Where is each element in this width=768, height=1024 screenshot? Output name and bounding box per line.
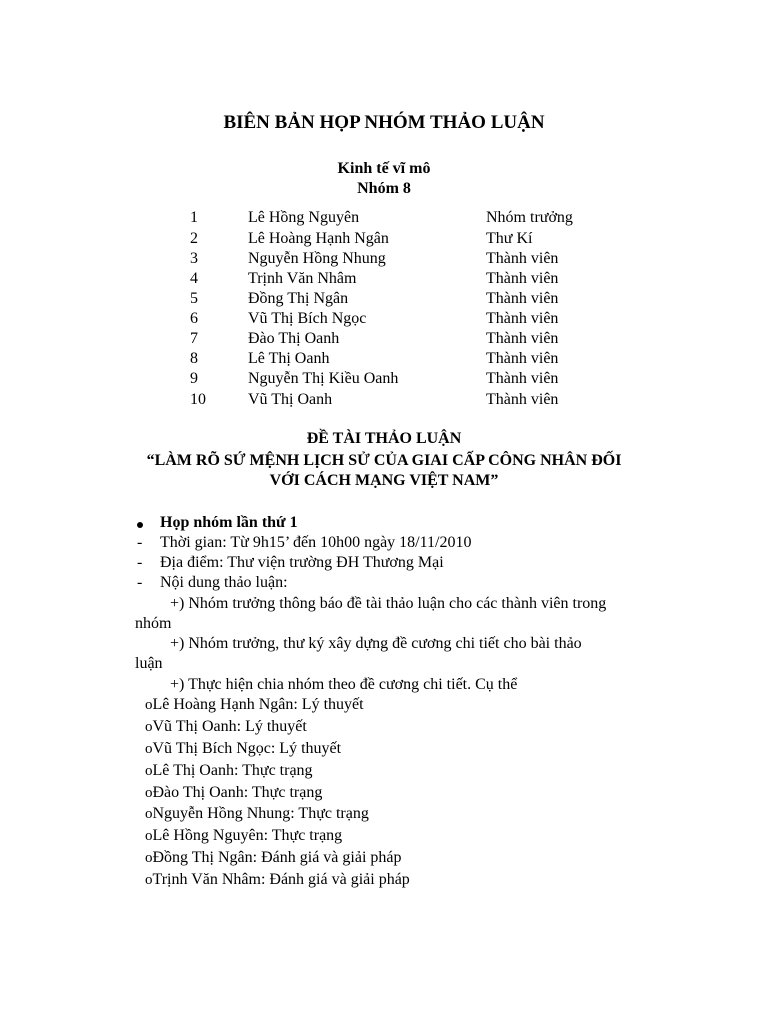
member-number: 8: [190, 350, 198, 367]
group-line: Nhóm 8: [357, 180, 411, 197]
member-number: 2: [190, 230, 198, 247]
circle-bullet-icon: o: [145, 850, 153, 866]
circle-bullet-icon: o: [145, 785, 153, 801]
assignment-text: Vũ Thị Bích Ngọc: Lý thuyết: [152, 740, 342, 757]
member-number: 6: [190, 310, 198, 327]
content-item-1-cont: nhóm: [135, 615, 172, 632]
member-role: Thành viên: [486, 330, 559, 347]
member-name: Đào Thị Oanh: [248, 330, 340, 347]
member-role: Thành viên: [486, 391, 559, 408]
list-item: [145, 740, 341, 758]
assignment-text: Vũ Thị Oanh: Lý thuyết: [152, 718, 307, 735]
member-role: Thư Kí: [486, 230, 533, 247]
list-item: [145, 718, 307, 736]
content-item-2: +) Nhóm trưởng, thư ký xây dựng đề cương chi tiết cho bài thảo: [170, 635, 582, 652]
list-item: [145, 827, 342, 845]
member-number: 7: [190, 330, 198, 347]
assignment-text: Lê Hoàng Hạnh Ngân: Lý thuyết: [152, 696, 364, 713]
member-name: Nguyễn Thị Kiều Oanh: [248, 370, 399, 387]
member-role: Thành viên: [486, 270, 559, 287]
topic-heading: ĐỀ TÀI THẢO LUẬN: [306, 430, 462, 447]
assignment-text: Nguyễn Hồng Nhung: Thực trạng: [152, 805, 369, 822]
dash-marker: -: [137, 574, 143, 591]
meeting-place: Địa điểm: Thư viện trường ĐH Thương Mại: [160, 554, 444, 571]
member-name: Lê Hồng Nguyên: [248, 209, 360, 226]
list-item: [145, 696, 364, 714]
member-role: Thành viên: [486, 350, 559, 367]
list-item: [145, 849, 401, 867]
content-item-1: +) Nhóm trưởng thông báo đề tài thảo luận cho các thành viên trong: [170, 595, 607, 612]
member-role: Thành viên: [486, 290, 559, 307]
meeting-heading: Họp nhóm lần thứ 1: [160, 514, 298, 531]
circle-bullet-icon: o: [145, 697, 153, 713]
assignment-text: Trịnh Văn Nhâm: Đánh giá và giải pháp: [152, 871, 410, 888]
bullet-dot-icon: [137, 522, 143, 528]
member-name: Vũ Thị Oanh: [248, 391, 333, 408]
circle-bullet-icon: o: [145, 741, 153, 757]
topic-line-2: VỚI CÁCH MẠNG VIỆT NAM”: [269, 472, 499, 489]
member-number: 10: [190, 391, 206, 408]
member-name: Lê Thị Oanh: [248, 350, 330, 367]
member-name: Đồng Thị Ngân: [248, 290, 349, 307]
circle-bullet-icon: o: [145, 872, 153, 888]
member-number: 5: [190, 290, 198, 307]
member-number: 4: [190, 270, 198, 287]
subject-line: Kinh tế vĩ mô: [337, 160, 431, 177]
member-number: 3: [190, 250, 198, 267]
circle-bullet-icon: o: [145, 806, 153, 822]
list-item: [145, 871, 410, 889]
member-number: 1: [190, 209, 198, 226]
list-item: [145, 784, 322, 802]
list-item: [145, 762, 313, 780]
meeting-content-label: Nội dung thảo luận:: [160, 574, 288, 591]
topic-line-1: “LÀM RÕ SỨ MỆNH LỊCH SỬ CỦA GIAI CẤP CÔNG NHÂN ĐỐI: [146, 452, 622, 469]
member-role: Thành viên: [486, 310, 559, 327]
assignment-text: Đào Thị Oanh: Thực trạng: [152, 784, 323, 801]
member-number: 9: [190, 370, 198, 387]
assignment-text: Lê Hồng Nguyên: Thực trạng: [152, 827, 343, 844]
member-name: Nguyễn Hồng Nhung: [248, 250, 386, 267]
content-item-3: +) Thực hiện chia nhóm theo đề cương chi tiết. Cụ thể: [170, 676, 518, 693]
list-item: [145, 805, 369, 823]
circle-bullet-icon: o: [145, 828, 153, 844]
member-role: Nhóm trưởng: [486, 209, 573, 226]
member-role: Thành viên: [486, 370, 559, 387]
member-role: Thành viên: [486, 250, 559, 267]
member-name: Trịnh Văn Nhâm: [248, 270, 357, 287]
meeting-time: Thời gian: Từ 9h15’ đến 10h00 ngày 18/11/2010: [160, 534, 472, 551]
circle-bullet-icon: o: [145, 719, 153, 735]
content-item-2-cont: luận: [135, 655, 163, 672]
dash-marker: -: [137, 554, 143, 571]
document-title: BIÊN BẢN HỌP NHÓM THẢO LUẬN: [223, 112, 545, 133]
member-name: Vũ Thị Bích Ngọc: [248, 310, 367, 327]
assignment-text: Lê Thị Oanh: Thực trạng: [152, 762, 313, 779]
dash-marker: -: [137, 534, 143, 551]
circle-bullet-icon: o: [145, 763, 153, 779]
member-name: Lê Hoàng Hạnh Ngân: [248, 230, 389, 247]
assignment-text: Đồng Thị Ngân: Đánh giá và giải pháp: [152, 849, 402, 866]
